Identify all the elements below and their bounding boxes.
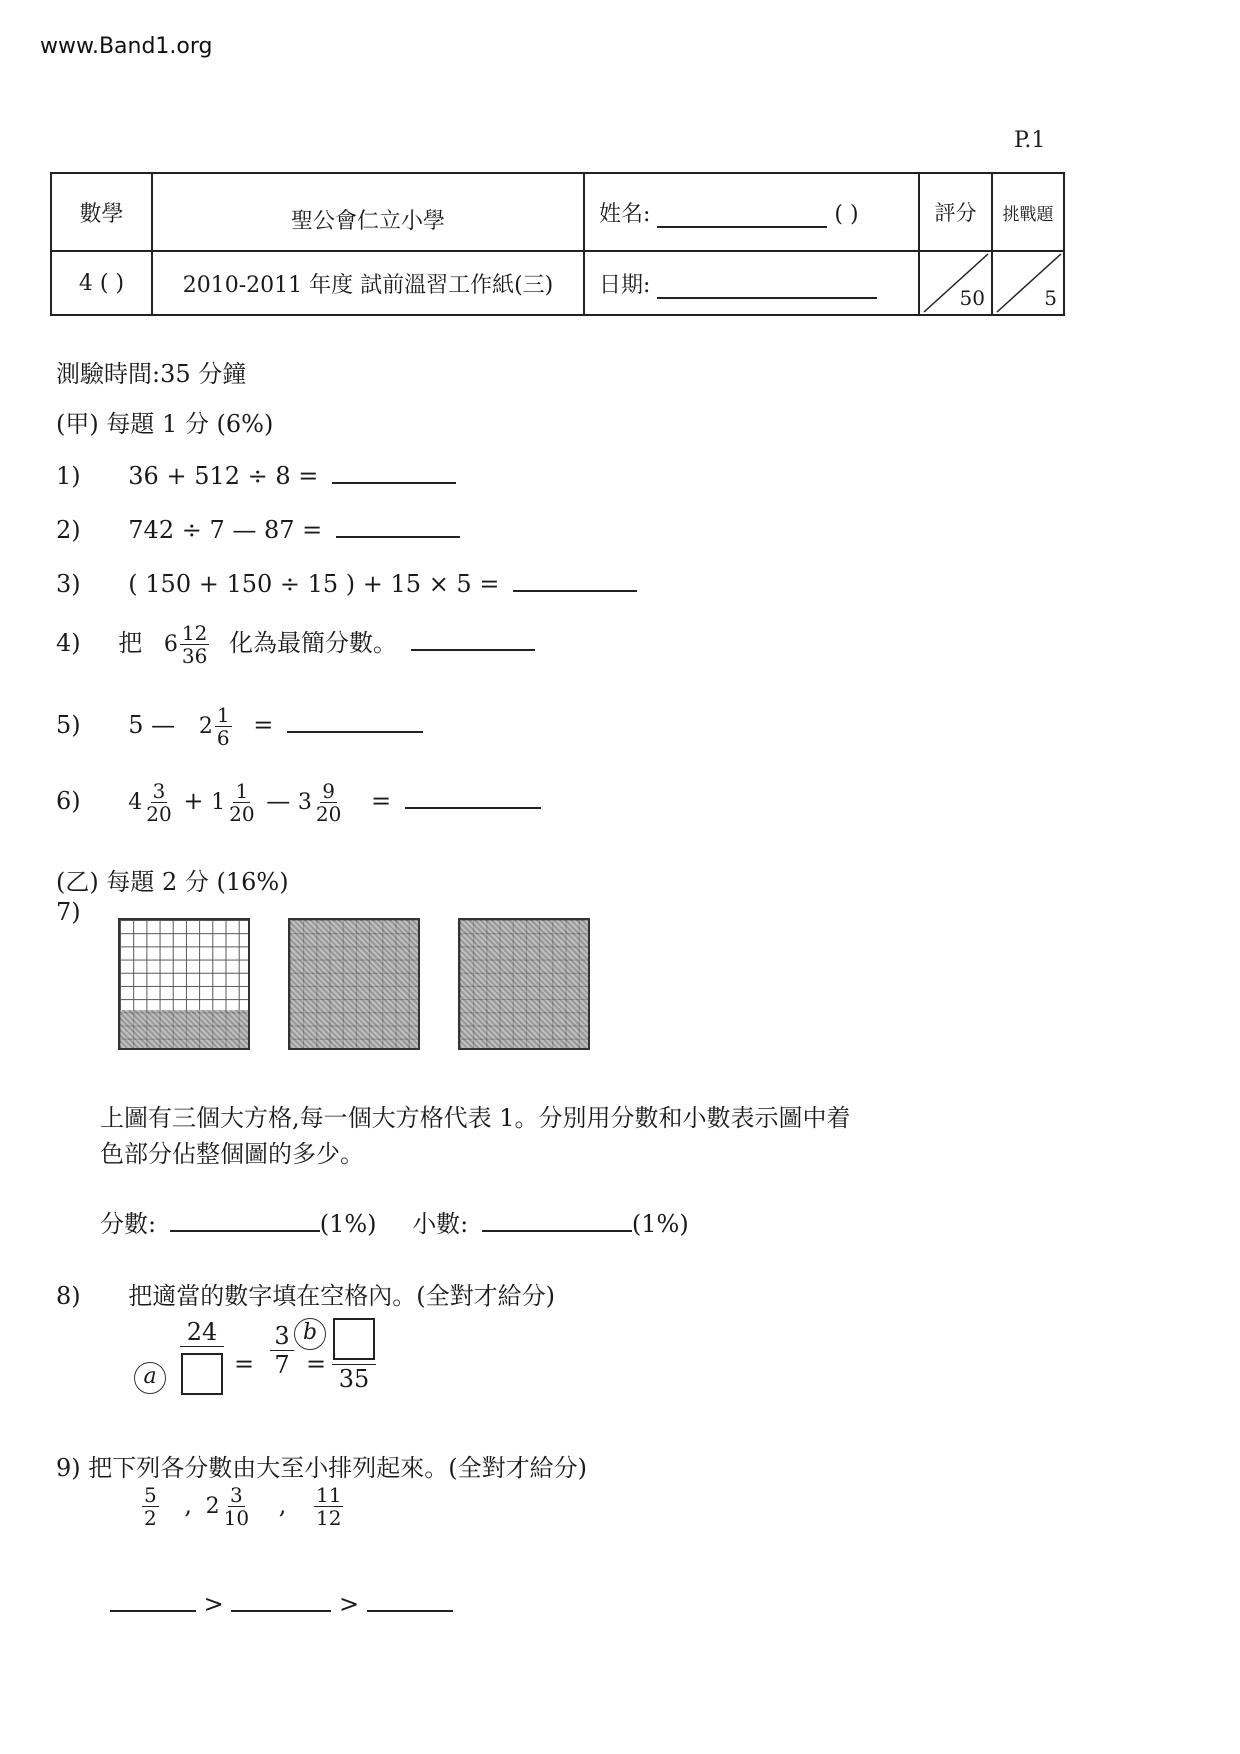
name-label: 姓名: [599, 201, 651, 227]
grid-square-1 [118, 918, 250, 1050]
label-b: b [294, 1318, 326, 1350]
header-table [50, 172, 1065, 316]
q4-answer-blank[interactable] [411, 625, 535, 651]
challenge-box[interactable] [992, 251, 1064, 315]
score-box[interactable] [919, 251, 992, 315]
q6-answer-blank[interactable] [405, 783, 541, 809]
name-input-line[interactable] [657, 204, 827, 228]
q3-answer-blank[interactable] [513, 566, 637, 592]
date-label: 日期: [599, 272, 651, 298]
question-3 [56, 566, 637, 598]
challenge-label: 挑戰題 [992, 173, 1064, 251]
question-2 [56, 512, 460, 544]
score-label: 評分 [919, 173, 992, 251]
q4-fraction: $\frac{12}{36}$ [181, 621, 208, 668]
class-number-paren: ( ) [834, 201, 859, 227]
class-cell: 4 ( ) [51, 251, 152, 315]
school-name: 聖公會仁立小學 [152, 173, 584, 251]
q7-text-line-2: 色部分佔整個圖的多少。 [100, 1140, 364, 1168]
q1-number: 1) [56, 462, 81, 490]
question-1 [56, 458, 456, 490]
question-5 [56, 704, 423, 749]
q3-number: 3) [56, 570, 81, 598]
q9-blank-3[interactable] [367, 1586, 453, 1612]
q9-blank-1[interactable] [110, 1586, 196, 1612]
q4-number: 4) [56, 629, 81, 657]
shaded-region-1 [120, 1010, 248, 1048]
q4-whole: 6 [163, 632, 178, 657]
q6-fraction-1: $\frac{3}{20}$ [146, 779, 172, 826]
q5-answer-blank[interactable] [287, 707, 423, 733]
question-8 [56, 1276, 555, 1311]
question-6: 6) 4 $\frac{3}{20}$ + 1 $\frac{1}{20}$ — 3 $\frac{9}{20}$ = [56, 780, 541, 825]
q1-answer-blank[interactable] [332, 458, 456, 484]
section-b-heading: (乙) 每題 2 分 (16%) [56, 868, 289, 896]
question-4 [56, 622, 535, 667]
grid-square-3 [458, 918, 590, 1050]
q9-number: 9) [56, 1454, 81, 1482]
q2-expression: 742 ÷ 7 — 87 = [128, 516, 323, 544]
q8-numerator-24: 24 [180, 1318, 224, 1347]
q3-expression: ( 150 + 150 ÷ 15 ) + 15 × 5 = [128, 570, 500, 598]
q9-instruction: 把下列各分數由大至小排列起來。(全對才給分) [88, 1454, 588, 1482]
q8-instruction: 把適當的數字填在空格內。(全對才給分) [128, 1282, 556, 1310]
worksheet-title: 2010-2011 年度 試前溫習工作紙(三) [152, 251, 584, 315]
q4-instruction: 化為最簡分數。 [229, 629, 398, 657]
question-9 [56, 1448, 587, 1483]
q5-equals: = [253, 711, 274, 739]
page-number: P.1 [1014, 128, 1046, 153]
date-cell [584, 251, 919, 315]
name-cell [584, 173, 919, 251]
score-total: 50 [959, 286, 985, 310]
q5-prefix: 5 — [128, 711, 176, 739]
q6-fraction-3: $\frac{9}{20}$ [315, 779, 342, 826]
q7-answers: 分數: (1%) 小數: (1%) [100, 1204, 689, 1239]
q2-number: 2) [56, 516, 81, 544]
q6-fraction-2: $\frac{1}{20}$ [229, 779, 255, 826]
q8-number: 8) [56, 1282, 81, 1310]
fraction-answer-blank[interactable] [170, 1206, 320, 1232]
label-a: a [134, 1362, 166, 1394]
q5-whole: 2 [198, 714, 213, 739]
section-a-heading: (甲) 每題 1 分 (6%) [56, 410, 274, 438]
q9-fraction-3: $\frac{11}{12}$ [316, 1483, 342, 1530]
q9-answer-row: > > [110, 1586, 453, 1618]
q9-blank-2[interactable] [231, 1586, 331, 1612]
grid-square-2 [288, 918, 420, 1050]
challenge-total: 5 [1044, 286, 1057, 310]
q8-box-a[interactable] [181, 1353, 223, 1395]
decimal-label: 小數: [412, 1210, 469, 1238]
q5-fraction: $\frac{1}{6}$ [216, 703, 230, 750]
site-url[interactable]: www.Band1.org [40, 34, 213, 59]
decimal-answer-blank[interactable] [482, 1206, 632, 1232]
q8-box-b[interactable] [333, 1318, 375, 1360]
shaded-region-3 [460, 920, 588, 1048]
q8-denominator-35: 35 [332, 1364, 376, 1393]
q7-text-line-1: 上圖有三個大方格,每一個大方格代表 1。分別用分數和小數表示圖中着 [100, 1104, 851, 1132]
q2-answer-blank[interactable] [336, 512, 460, 538]
date-input-line[interactable] [657, 275, 877, 299]
shaded-region-2 [290, 920, 418, 1048]
fraction-label: 分數: [100, 1210, 157, 1238]
q1-expression: 36 + 512 ÷ 8 = [128, 462, 319, 490]
subject-cell: 數學 [51, 173, 152, 251]
q9-fraction-2: $\frac{3}{10}$ [223, 1483, 250, 1530]
q9-fraction-1: $\frac{5}{2}$ [144, 1483, 157, 1530]
q6-equals: = [370, 787, 392, 815]
q4-prefix: 把 [118, 629, 143, 657]
q5-number: 5) [56, 711, 81, 739]
q9-fractions: $\frac{5}{2}$ , 2 $\frac{3}{10}$ , $\frac{11}{12}$ [144, 1483, 342, 1530]
q6-number: 6) [56, 787, 81, 815]
q7-number: 7) [56, 898, 81, 926]
test-time: 測驗時間:35 分鐘 [56, 360, 247, 388]
